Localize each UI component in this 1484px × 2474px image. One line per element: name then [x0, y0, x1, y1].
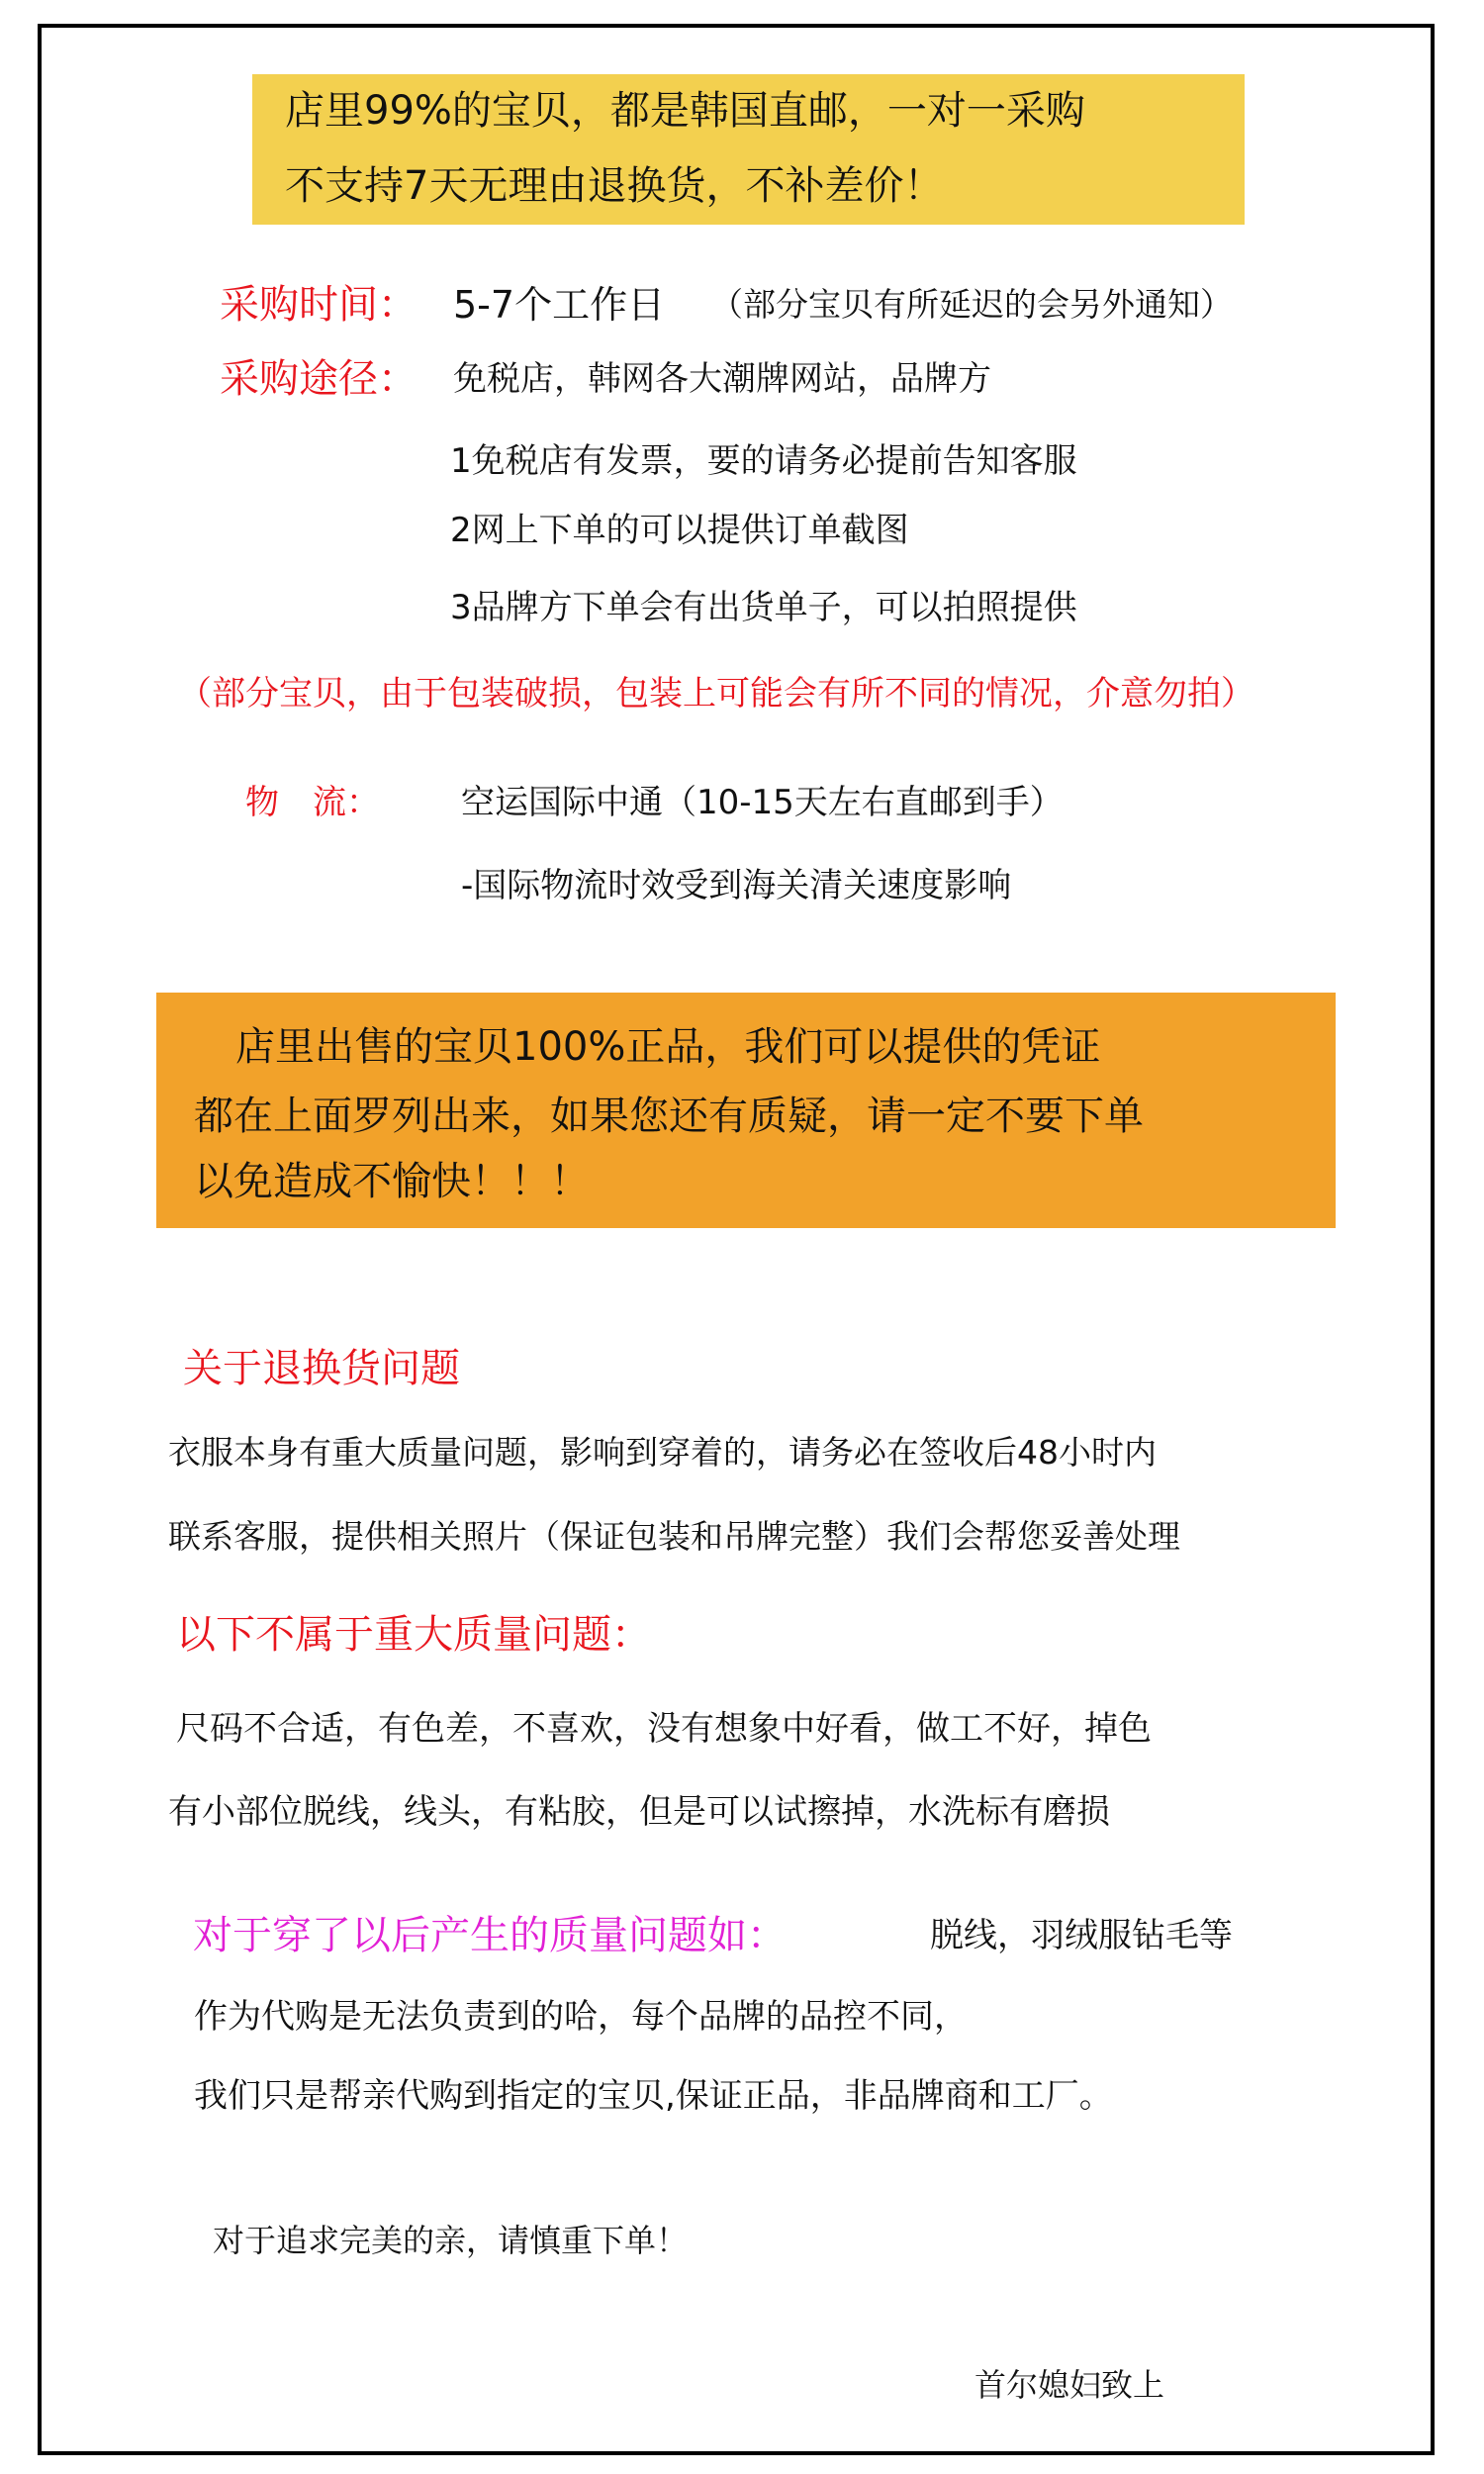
notice-line-1: 店里99%的宝贝，都是韩国直邮，一对一采购 [285, 88, 1085, 134]
not-issue-line-1: 尺码不合适，有色差，不喜欢，没有想象中好看，做工不好，掉色 [176, 1709, 1152, 1749]
logistics-label: 物 流： [245, 783, 380, 822]
purchase-time-note: （部分宝贝有所延迟的会另外通知） [710, 285, 1233, 324]
purchase-item-1: 1免税店有发票，要的请务必提前告知客服 [450, 441, 1077, 481]
after-wear-line-2: 我们只是帮亲代购到指定的宝贝,保证正品，非品牌商和工厂。 [194, 2076, 1113, 2116]
notice-line-2: 不支持7天无理由退换货，不补差价！ [285, 163, 944, 209]
returns-line-1: 衣服本身有重大质量问题，影响到穿着的，请务必在签收后48小时内 [168, 1433, 1157, 1472]
purchase-channel-label: 采购途径： [220, 356, 417, 402]
closing-line: 对于追求完美的亲，请慎重下单！ [213, 2222, 689, 2259]
purchase-channel-value: 免税店，韩网各大潮牌网站，品牌方 [453, 359, 991, 399]
authentic-line-3: 以免造成不愉快！！！ [194, 1159, 590, 1204]
purchase-item-2: 2网上下单的可以提供订单截图 [450, 511, 909, 550]
packaging-note: （部分宝贝，由于包装破损，包装上可能会有所不同的情况，介意勿拍） [178, 674, 1254, 714]
after-wear-examples: 脱线，羽绒服钻毛等 [930, 1916, 1233, 1955]
signature: 首尔媳妇致上 [974, 2366, 1165, 2404]
logistics-value: 空运国际中通（10-15天左右直邮到手） [461, 783, 1064, 822]
purchase-item-3: 3品牌方下单会有出货单子，可以拍照提供 [450, 588, 1077, 627]
after-wear-title: 对于穿了以后产生的质量问题如： [193, 1913, 787, 1958]
returns-line-2: 联系客服，提供相关照片（保证包装和吊牌完整）我们会帮您妥善处理 [168, 1517, 1180, 1556]
authentic-line-2: 都在上面罗列出来，如果您还有质疑，请一定不要下单 [194, 1094, 1144, 1139]
returns-title: 关于退换货问题 [183, 1346, 460, 1391]
authentic-line-1: 店里出售的宝贝100%正品，我们可以提供的凭证 [235, 1024, 1101, 1070]
purchase-time-label: 采购时间： [220, 282, 417, 328]
not-issue-title: 以下不属于重大质量问题： [176, 1612, 651, 1658]
not-issue-line-2: 有小部位脱线，线头，有粘胶，但是可以试擦掉，水洗标有磨损 [168, 1792, 1110, 1832]
after-wear-line-1: 作为代购是无法负责到的哈，每个品牌的品控不同， [194, 1997, 968, 2037]
purchase-time-value: 5-7个工作日 [453, 283, 666, 327]
logistics-note: -国际物流时效受到海关清关速度影响 [461, 866, 1012, 905]
